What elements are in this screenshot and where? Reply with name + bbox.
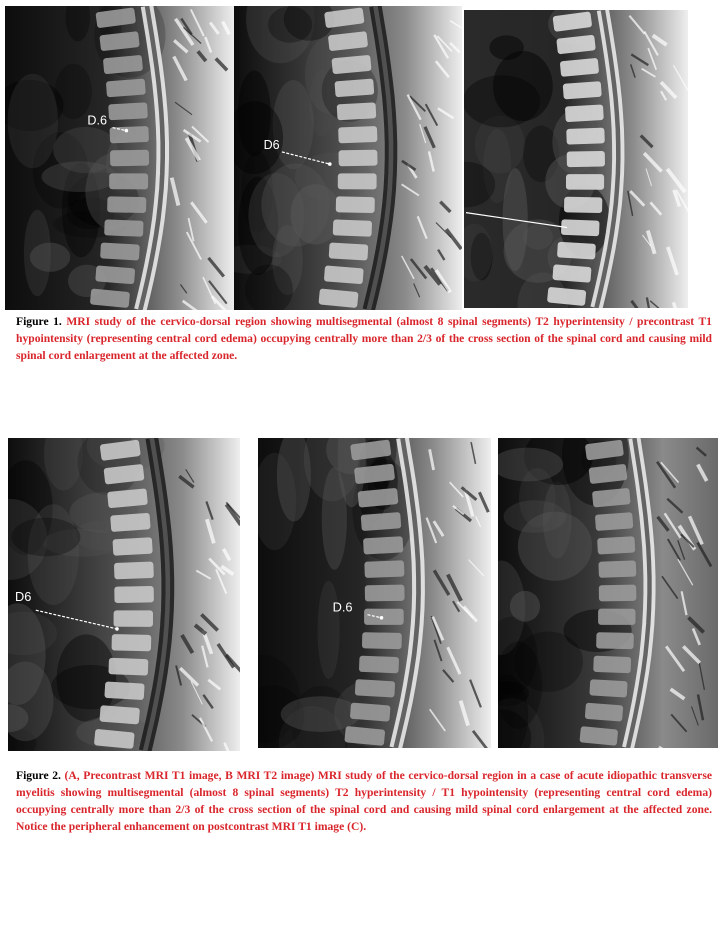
- vertebra-level-label: D.6: [87, 113, 108, 128]
- figure2-caption-lead: Figure 2.: [16, 769, 61, 782]
- figure1-panel-a: [5, 6, 234, 310]
- mri-image-sagittal-t2: [5, 6, 234, 310]
- arrow-head-icon: [125, 129, 129, 133]
- figure2-caption: [16, 767, 712, 835]
- figure1-panel-c: [464, 10, 688, 308]
- vertebra-level-label: D6: [263, 137, 280, 152]
- vertebra-level-label: D.6: [332, 599, 353, 615]
- vertebra-level-label: D6: [15, 588, 32, 604]
- arrow-head-icon: [328, 162, 332, 166]
- figure1-caption-lead: Figure 1.: [16, 315, 62, 328]
- mri-image-sagittal-t1: [234, 6, 462, 310]
- figure1-panel-b: [234, 6, 462, 310]
- mri-image-sagittal-t2-zoomed: [464, 10, 688, 308]
- figure2-panel-a: [8, 438, 240, 751]
- figure2-caption-text: (A, Precontrast MRI T1 image, B MRI T2 image) MRI study of the cervico-dorsal region in a case of acute idiopathic transverse myelitis showing multisegmental (almost 8 spinal segments) T2 hyperintensity / T1 hypointensity (representing central cord edema) occupying centrally more than 2/3 of the cross section of the spinal cord and causing mild spinal cord enlargement at the affected zone. Notice the peripheral enhancement on postcontrast MRI T1 image (C).: [16, 769, 712, 833]
- mri-image-precontrast-t1: [8, 438, 240, 751]
- figure2-panel-b: [258, 438, 491, 748]
- arrow-head-icon: [115, 627, 119, 631]
- mri-image-postcontrast-t1: [498, 438, 718, 748]
- figure2-panel-c: [498, 438, 718, 748]
- figure1-caption: [16, 313, 712, 364]
- figure1-caption-text: MRI study of the cervico-dorsal region showing multisegmental (almost 8 spinal segments) T2 hyperintensity / precontrast T1 hypointensity (representing central cord edema) occupying centrally more than 2/3 of the cross section of the spinal cord and causing mild spinal cord enlargement at the affected zone.: [16, 315, 712, 362]
- mri-image-t2: [258, 438, 491, 748]
- arrow-head-icon: [380, 616, 384, 620]
